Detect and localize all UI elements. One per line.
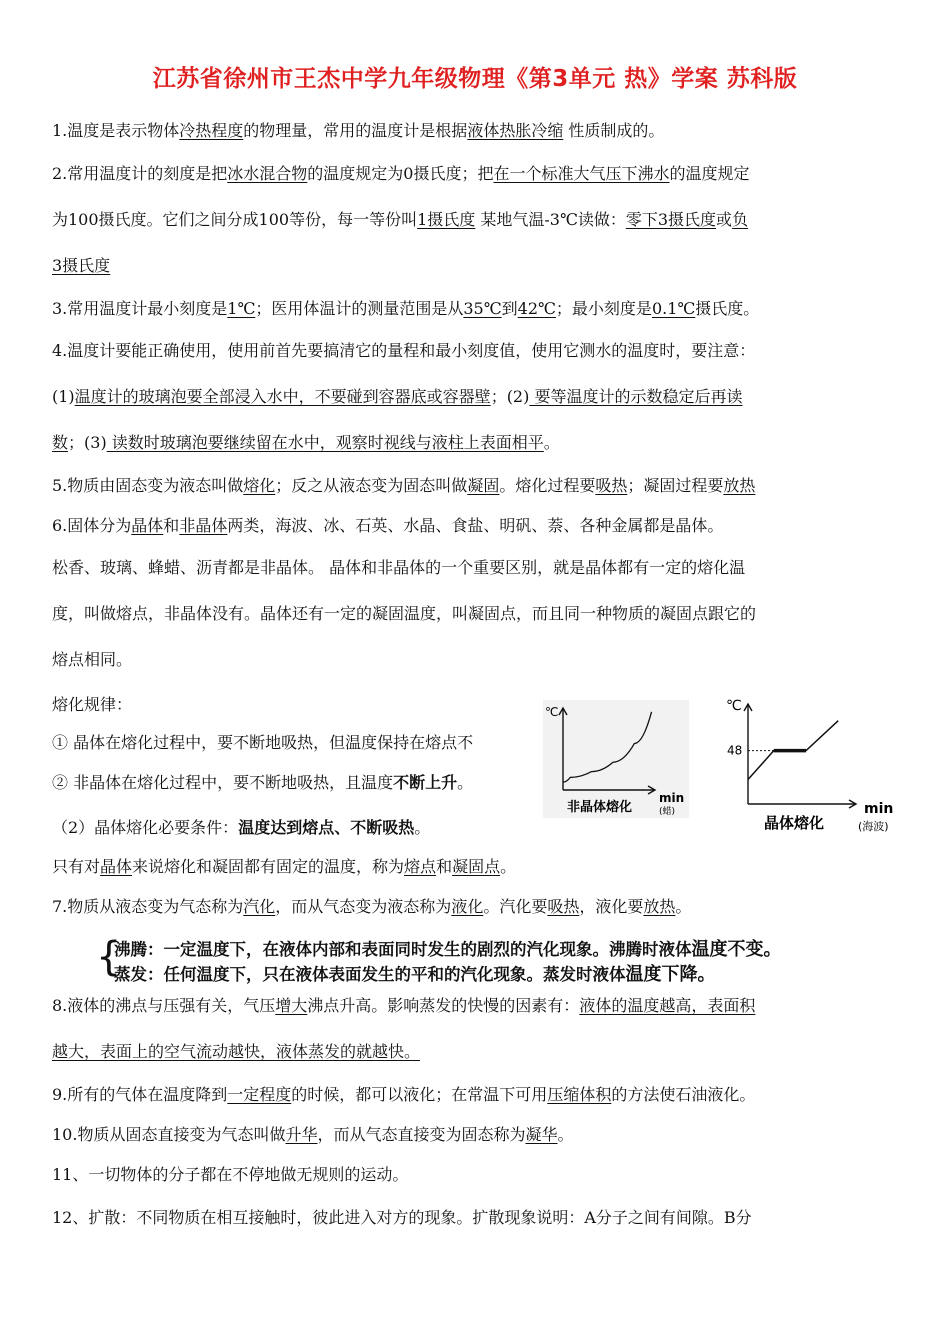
item-6-continued <box>52 558 745 578</box>
answer-blank: 液体的温度越高，表面积 <box>579 996 756 1015</box>
text: 12、扩散：不同物质在相互接触时，彼此进入对方的现象。扩散现象说明：A分子之间有间隙。B分 <box>52 1208 752 1227</box>
answer-blank: 增大 <box>275 996 308 1015</box>
item-4-rules <box>52 387 742 407</box>
text: 某地气温-3℃读做： <box>475 210 626 229</box>
text: 4.温度计要能正确使用，使用前首先要搞清它的量程和最小刻度值，使用它测水的温度时，要注意： <box>52 341 756 360</box>
text: ② 非晶体在熔化过程中，要不断地吸热，且温度 <box>52 773 394 792</box>
text: 的物理量，常用的温度计是根据 <box>243 121 468 140</box>
item-7-vaporization <box>52 897 691 917</box>
emphasis: 不断上升 <box>393 773 458 792</box>
item-2-continued-2 <box>52 256 110 276</box>
item-8-boiling-point <box>52 996 755 1016</box>
answer-blank: 冰水混合物 <box>227 164 308 183</box>
text: 只有对 <box>52 857 101 876</box>
text: 和 <box>436 857 453 876</box>
text: （2）晶体熔化必要条件： <box>52 818 239 837</box>
text: ；凝固过程要 <box>627 476 724 495</box>
answer-blank: 数 <box>52 433 69 452</box>
answer-blank: 汽化 <box>243 897 276 916</box>
evaporation-note <box>114 960 716 986</box>
melting-point-definition <box>52 857 516 877</box>
y-tick-label: 48 <box>727 743 743 758</box>
answer-blank: 晶体 <box>131 516 164 535</box>
answer-blank: 一定程度 <box>227 1085 292 1104</box>
x-axis-note: (蜡) <box>659 807 676 817</box>
text: 熔点相同。 <box>52 650 133 669</box>
text: 和 <box>163 516 180 535</box>
text: 6.固体分为 <box>52 516 132 535</box>
item-2-continued <box>52 210 748 230</box>
text: ；(2) <box>490 387 530 406</box>
page-title: 江苏省徐州市王杰中学九年级物理《第3单元 热》学案 苏科版 <box>152 66 798 92</box>
text: 。 <box>557 1125 574 1144</box>
text: ，而从气态变为液态称为 <box>275 897 452 916</box>
text: 到 <box>501 299 518 318</box>
y-axis-label: ℃ <box>545 705 559 719</box>
answer-blank: 越大，表面上的空气流动越快，液体蒸发的就越快。 <box>52 1042 421 1061</box>
amorphous-melting-chart <box>543 700 689 818</box>
answer-blank: 吸热 <box>595 476 628 495</box>
text: ，液化要 <box>579 897 644 916</box>
text: 。 <box>500 857 517 876</box>
chart-title: 非晶体熔化 <box>567 800 633 815</box>
answer-blank: 熔化 <box>243 476 276 495</box>
answer-blank: 温度计的玻璃泡要全部浸入水中，不要碰到容器底或容器壁 <box>74 387 491 406</box>
emphasis: 温度下降。 <box>625 964 716 985</box>
item-9-liquefaction <box>52 1085 755 1105</box>
text: 。 <box>457 773 474 792</box>
text: ；最小刻度是 <box>555 299 652 318</box>
text: 。熔化过程要 <box>499 476 596 495</box>
answer-blank: 0.1℃ <box>651 299 696 318</box>
answer-blank: 凝华 <box>525 1125 558 1144</box>
text: 。 <box>414 818 431 837</box>
text: ；医用体温计的测量范围是从 <box>255 299 464 318</box>
text: 7.物质从液态变为气态称为 <box>52 897 244 916</box>
text: (1) <box>52 387 75 406</box>
answer-blank: 3摄氏度 <box>52 256 111 275</box>
text: 松香、玻璃、蜂蜡、沥青都是非晶体。 晶体和非晶体的一个重要区别，就是晶体都有一定的熔化温 <box>52 558 746 577</box>
text: 。 <box>675 897 692 916</box>
item-6-continued-3 <box>52 650 132 670</box>
x-axis-label: min <box>864 801 894 817</box>
answer-blank: 零下3摄氏度 <box>625 210 717 229</box>
x-axis-label: min <box>659 791 685 805</box>
text: 的方法使石油液化。 <box>611 1085 756 1104</box>
melting-rule-1 <box>52 733 473 753</box>
melting-condition <box>52 818 430 838</box>
item-2-temperature-scale <box>52 164 750 184</box>
text: ；(3) <box>68 433 107 452</box>
chart-axes <box>744 704 856 808</box>
text: ；反之从液态变为固态叫做 <box>275 476 468 495</box>
answer-blank: 1℃ <box>227 299 256 318</box>
text: 的时候，都可以液化；在常温下可用 <box>291 1085 548 1104</box>
text: 5.物质由固态变为液态叫做 <box>52 476 244 495</box>
item-5-melting <box>52 476 755 496</box>
answer-blank: 负 <box>732 210 749 229</box>
item-10-sublimation <box>52 1125 574 1145</box>
melting-rules-heading <box>52 695 132 715</box>
y-axis-label: ℃ <box>726 698 742 714</box>
chart-title: 晶体熔化 <box>764 814 825 832</box>
text: 3.常用温度计最小刻度是 <box>52 299 228 318</box>
text: 9.所有的气体在温度降到 <box>52 1085 228 1104</box>
text: ，而从气态直接变为固态称为 <box>317 1125 526 1144</box>
answer-blank: 熔点 <box>404 857 437 876</box>
item-11-molecular-motion <box>52 1165 408 1185</box>
item-1-temperature-definition <box>52 121 664 141</box>
crystal-melting-chart <box>724 694 904 836</box>
answer-blank: 凝固 <box>467 476 500 495</box>
text: 为100摄氏度。它们之间分成100等份，每一等份叫 <box>52 210 418 229</box>
item-3-thermometer-range <box>52 299 759 319</box>
text: 来说熔化和凝固都有固定的温度，称为 <box>132 857 405 876</box>
text: 11、一切物体的分子都在不停地做无规则的运动。 <box>52 1165 409 1184</box>
item-4-rules-continued <box>52 433 560 453</box>
answer-blank: 放热 <box>643 897 676 916</box>
emphasis: 温度不变。 <box>691 939 782 960</box>
melting-rule-2 <box>52 773 473 793</box>
answer-blank: 晶体 <box>100 857 133 876</box>
answer-blank: 在一个标准大气压下沸水 <box>493 164 670 183</box>
boiling-note <box>114 935 782 961</box>
text: 。 <box>543 433 560 452</box>
text: 两类，海波、冰、石英、水晶、食盐、明矾、萘、各种金属都是晶体。 <box>227 516 724 535</box>
emphasis: 温度达到熔点、不断吸热 <box>238 818 415 837</box>
answer-blank: 冷热程度 <box>179 121 244 140</box>
text: 沸腾：一定温度下，在液体内部和表面同时发生的剧烈的汽化现象。沸腾时液体 <box>114 940 692 959</box>
answer-blank: 液体热胀冷缩 <box>467 121 564 140</box>
boiling-evaporation-note <box>96 935 896 983</box>
answer-blank: 升华 <box>285 1125 318 1144</box>
text: 度，叫做熔点，非晶体没有。晶体还有一定的凝固温度，叫凝固点，而且同一种物质的凝固点跟它的 <box>52 604 757 623</box>
text: ① 晶体在熔化过程中，要不断地吸热，但温度保持在熔点不 <box>52 733 474 752</box>
x-axis-note: (海波) <box>858 820 889 833</box>
item-12-diffusion <box>52 1208 752 1228</box>
answer-blank: 放热 <box>723 476 756 495</box>
item-6-continued-2 <box>52 604 756 624</box>
text: 或 <box>716 210 733 229</box>
answer-blank: 35℃ <box>463 299 502 318</box>
item-4-thermometer-use <box>52 341 755 361</box>
answer-blank: 吸热 <box>547 897 580 916</box>
answer-blank: 1摄氏度 <box>417 210 476 229</box>
answer-blank: 非晶体 <box>179 516 228 535</box>
item-6-solids <box>52 516 723 536</box>
text: 的温度规定为0摄氏度；把 <box>307 164 494 183</box>
answer-blank: 液化 <box>451 897 484 916</box>
text: 的温度规定 <box>669 164 750 183</box>
text: 2.常用温度计的刻度是把 <box>52 164 228 183</box>
text: 熔化规律： <box>52 695 133 714</box>
item-8-continued <box>52 1042 420 1062</box>
answer-blank: 读数时玻璃泡要继续留在水中，观察时视线与液柱上表面相平 <box>106 433 544 452</box>
text: 10.物质从固态直接变为气态叫做 <box>52 1125 286 1144</box>
text: 沸点升高。影响蒸发的快慢的因素有： <box>307 996 580 1015</box>
text: 性质制成的。 <box>563 121 665 140</box>
text: 摄氏度。 <box>695 299 760 318</box>
answer-blank: 42℃ <box>517 299 556 318</box>
answer-blank: 压缩体积 <box>547 1085 612 1104</box>
text: 1.温度是表示物体 <box>52 121 180 140</box>
text: 蒸发：任何温度下，只在液体表面发生的平和的汽化现象。蒸发时液体 <box>114 965 626 984</box>
answer-blank: 凝固点 <box>452 857 501 876</box>
text: 8.液体的沸点与压强有关，气压 <box>52 996 276 1015</box>
brace-icon: { <box>96 934 122 980</box>
text: 。汽化要 <box>483 897 548 916</box>
answer-blank: 要等温度计的示数稳定后再读 <box>529 387 743 406</box>
